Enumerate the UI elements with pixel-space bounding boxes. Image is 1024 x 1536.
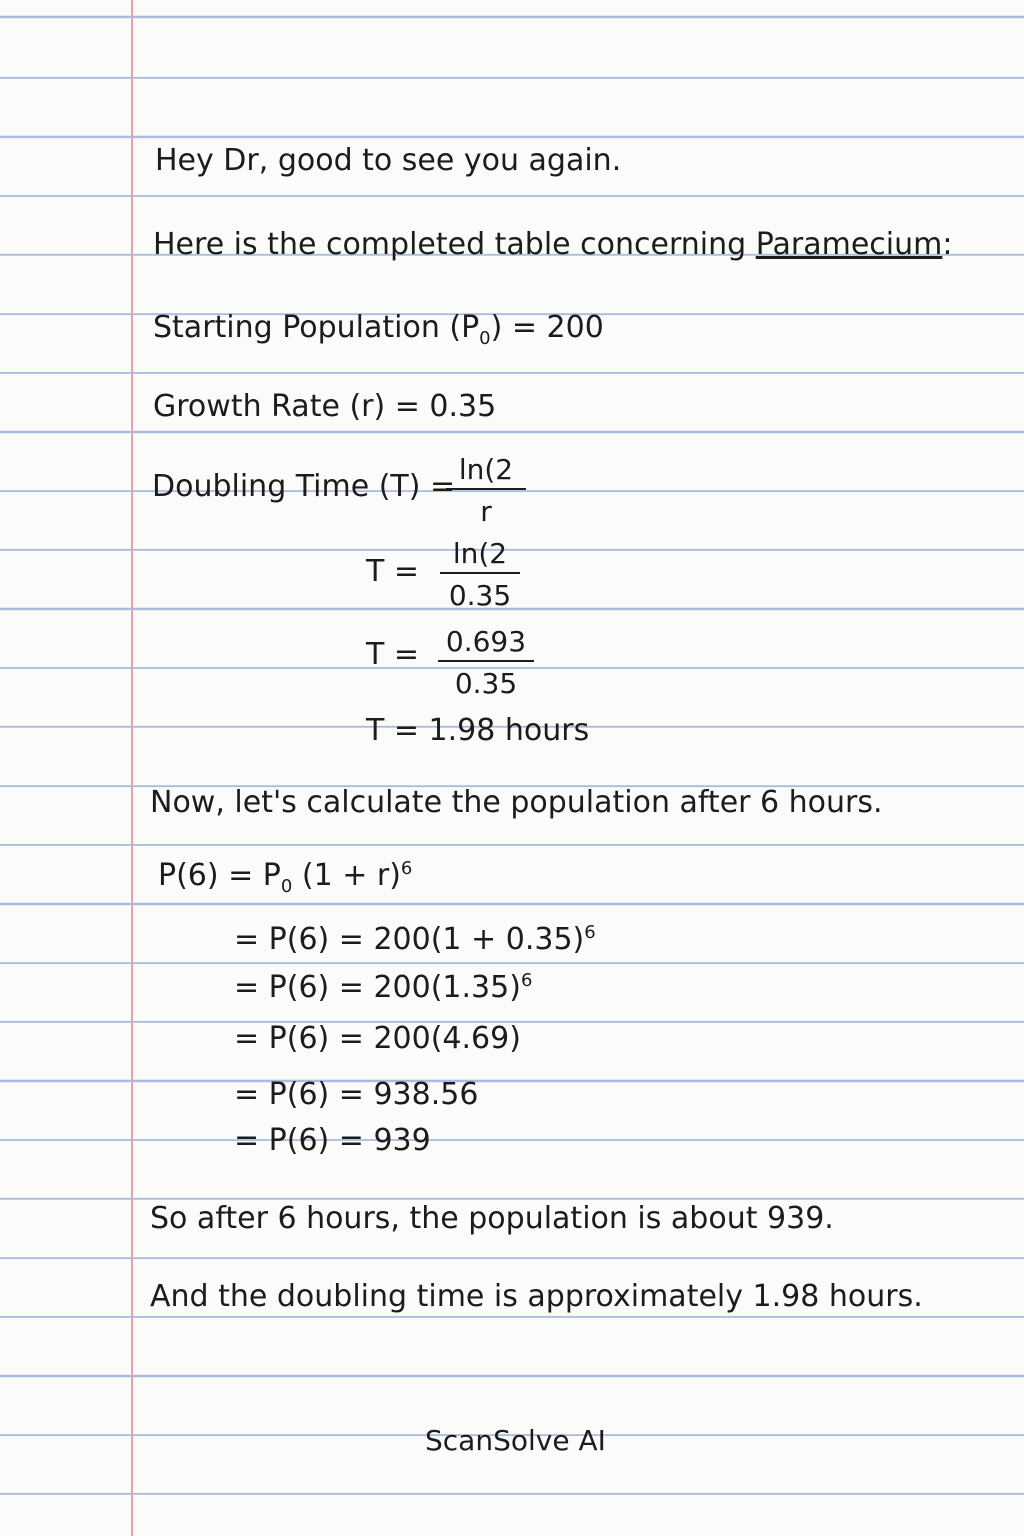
formula-subscript: 0 — [280, 876, 293, 897]
formula-part-b: (1 + r) — [292, 858, 401, 893]
fraction-denominator: 0.35 — [454, 667, 518, 700]
calc-step-2-exponent: 6 — [520, 970, 533, 991]
starting-population-value: ) = 200 — [490, 310, 604, 345]
greeting: Hey Dr, good to see you again. — [155, 143, 622, 178]
calc-step-5: = P(6) = 939 — [234, 1123, 431, 1158]
fraction-numerator: ln(2 — [446, 456, 526, 490]
t-step1-lhs: T = — [366, 554, 419, 589]
fraction-denominator: r — [480, 495, 492, 528]
conclusion-population: So after 6 hours, the population is about 939. — [150, 1201, 834, 1236]
doubling-time-result: T = 1.98 hours — [366, 713, 590, 748]
calc-step-2-text: = P(6) = 200(1.35) — [234, 970, 521, 1005]
t-step2-fraction — [438, 625, 534, 700]
calc-step-1 — [234, 924, 596, 955]
starting-population — [153, 310, 604, 349]
conclusion-doubling: And the doubling time is approximately 1.98 hours. — [150, 1279, 923, 1314]
formula-exponent: 6 — [400, 858, 413, 879]
population-intro: Now, let's calculate the population after 6 hours. — [150, 785, 883, 820]
signature: ScanSolve AI — [425, 1424, 606, 1457]
intro-text: Here is the completed table concerning — [153, 227, 747, 262]
population-formula — [158, 860, 412, 896]
fraction-numerator: 0.693 — [438, 628, 534, 662]
formula-part-a: P(6) = P — [158, 858, 281, 893]
t-step2-lhs: T = — [366, 637, 419, 672]
intro-colon: : — [942, 227, 953, 262]
fraction-numerator: ln(2 — [440, 540, 520, 574]
calc-step-3: = P(6) = 200(4.69) — [234, 1021, 521, 1056]
calc-step-2 — [234, 972, 532, 1003]
calc-step-1-text: = P(6) = 200(1 + 0.35) — [234, 922, 585, 957]
starting-population-subscript: 0 — [479, 328, 491, 349]
doubling-time-label: Doubling Time (T) = — [152, 469, 456, 504]
starting-population-label: Starting Population (P — [153, 310, 480, 345]
intro-line — [153, 227, 953, 262]
organism-name: Paramecium — [755, 227, 943, 262]
fraction-denominator: 0.35 — [448, 579, 512, 612]
t-step1-fraction — [440, 537, 520, 612]
growth-rate: Growth Rate (r) = 0.35 — [153, 389, 497, 424]
doubling-time-fraction — [446, 453, 526, 528]
calc-step-4: = P(6) = 938.56 — [234, 1077, 479, 1112]
margin-line — [131, 0, 133, 1536]
calc-step-1-exponent: 6 — [584, 922, 596, 943]
